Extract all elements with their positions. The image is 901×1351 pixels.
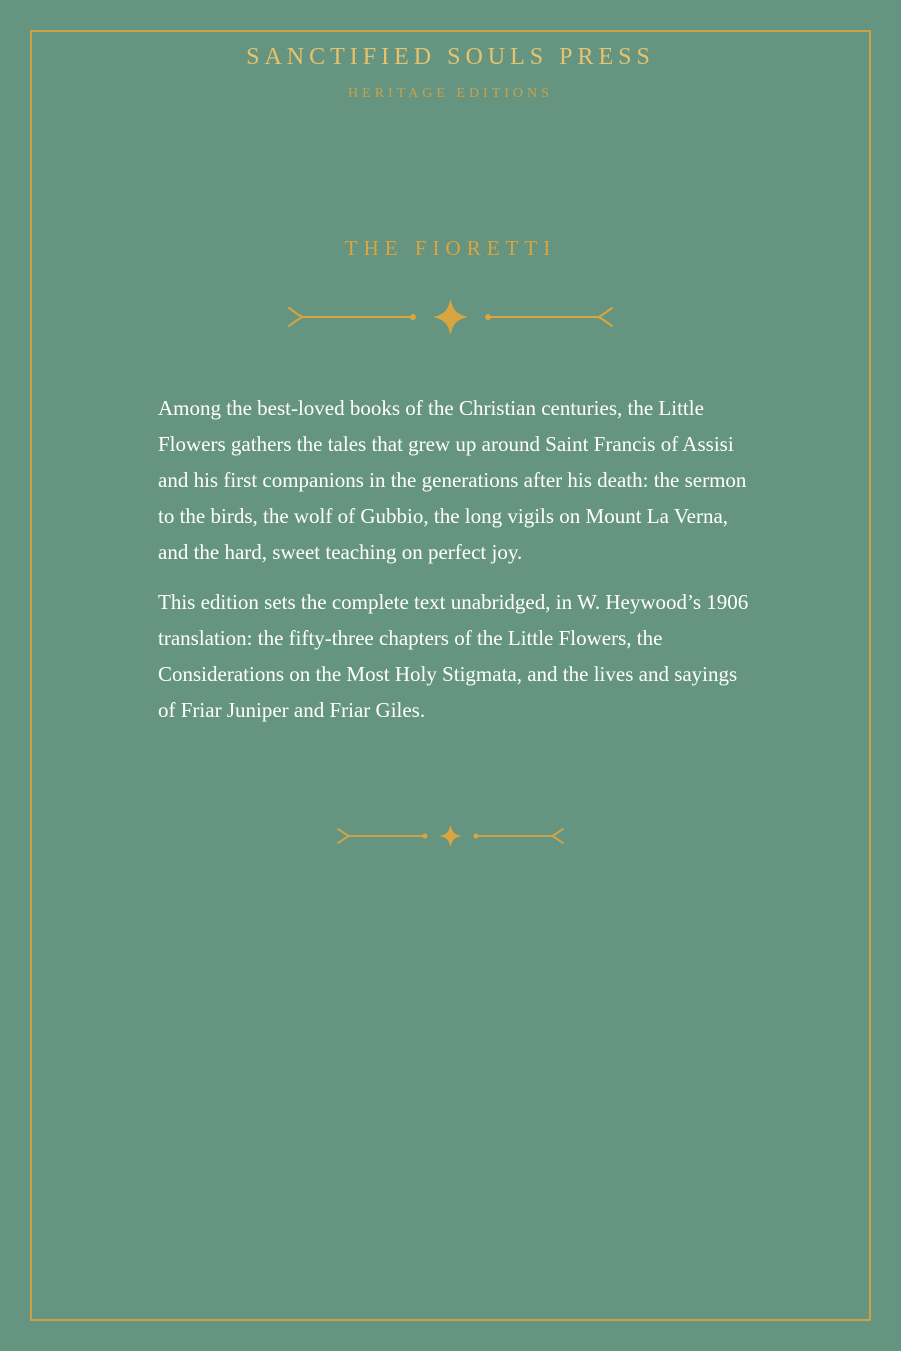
star-flourish-divider-icon (285, 298, 616, 336)
book-title: THE FIORETTI (344, 236, 557, 260)
description-paragraph-1: Among the best-loved books of the Christian centuries, the Little Flowers gathers the tales that grew up around Saint Francis of Assisi and his first companions in the generations after his death: the sermon to the birds, the wolf of Gubbio, the long vigils on Mount La Verna, and the hard, sweet teaching on perfect joy. (158, 396, 747, 564)
description-text (158, 390, 758, 742)
star-flourish-divider-icon (335, 822, 566, 850)
publisher-name: SANCTIFIED SOULS PRESS (246, 44, 655, 70)
description-paragraph-2: This edition sets the complete text unabridged, in W. Heywood’s 1906 translation: the fifty-three chapters of the Little Flowers, the Considerations on the Most Holy Stigmata, and the lives and sayings of Friar Juniper and Friar Giles. (158, 590, 749, 722)
imprint-name: HERITAGE EDITIONS (348, 86, 553, 101)
